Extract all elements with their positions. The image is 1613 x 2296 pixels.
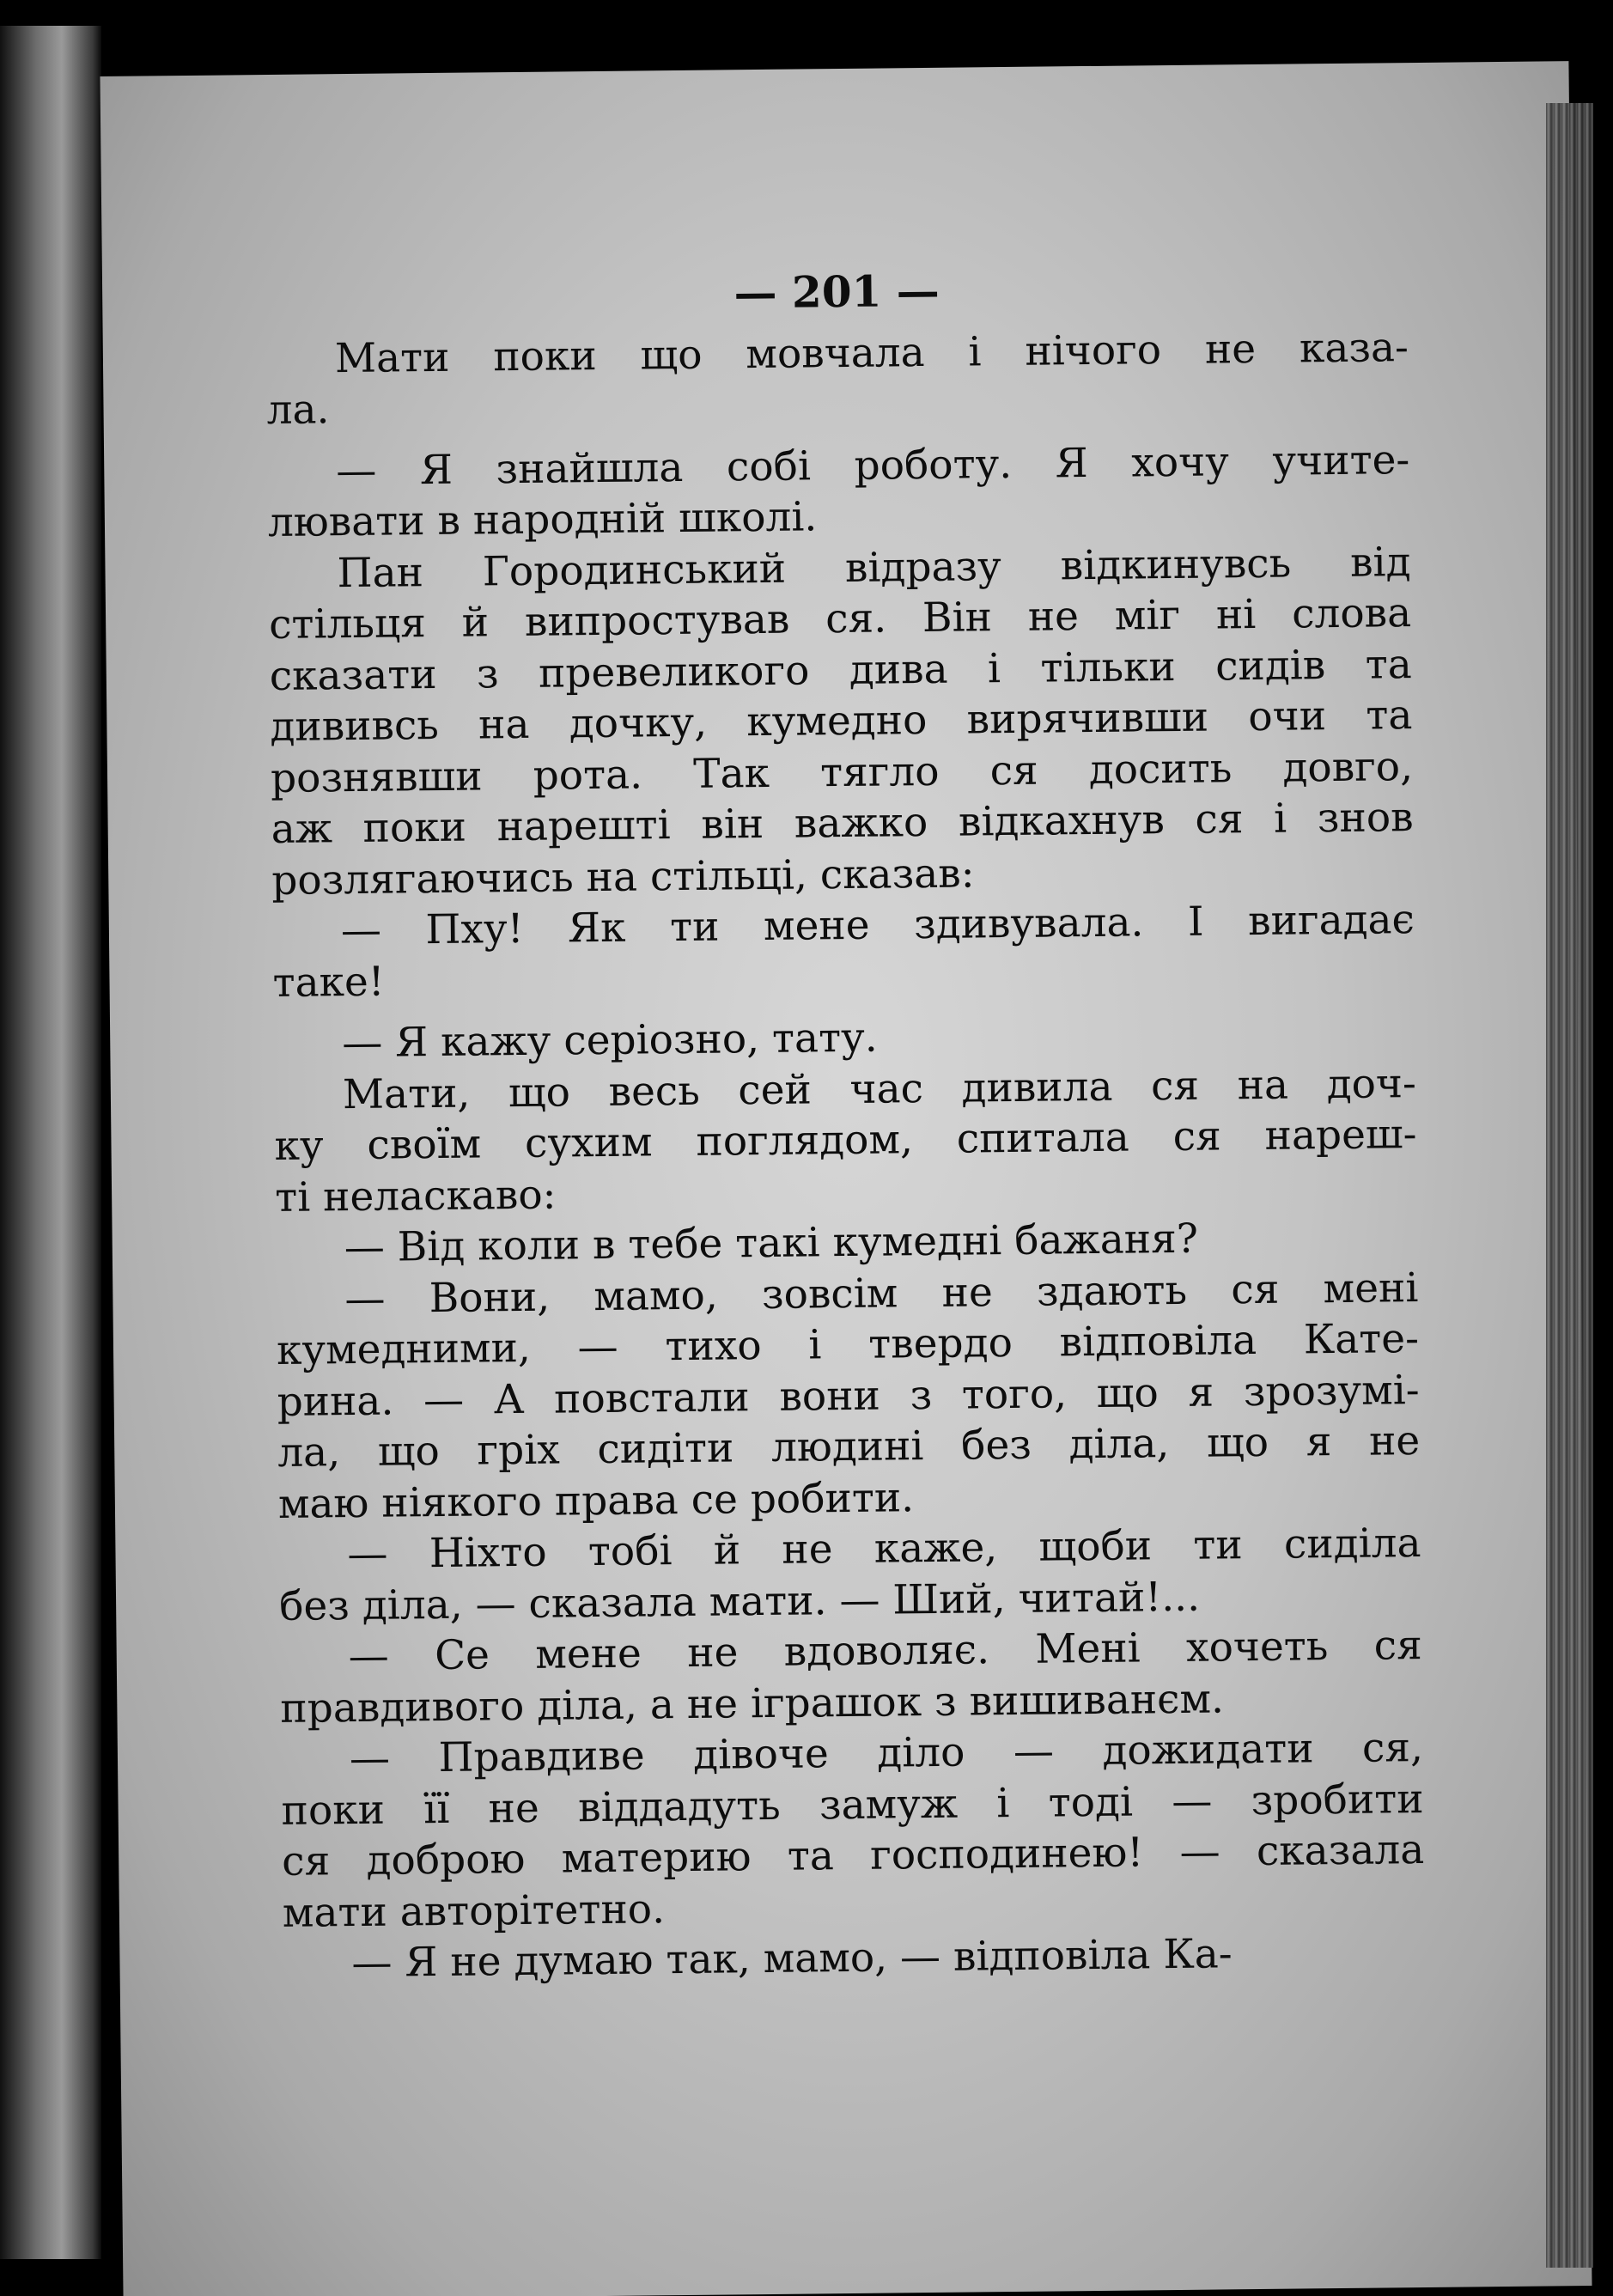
text-line: маю ніякого права се робити. [277,1473,915,1528]
text-line: Мати, що весь сей час дивила ся на доч- [342,1059,1417,1118]
text-line: — Пху! Як ти мене здивувала. І вигадає [340,896,1415,955]
text-line: ла. [266,386,330,435]
text-line: — Я знайшла собі роботу. Я хочу учите- [336,435,1410,495]
text-lines [266,322,1426,1990]
text-line: правдивого діла, а не іграшок з вишиванєм. [280,1674,1225,1733]
text-line: поки її не віддадуть замуж і тоді — зробити [281,1775,1424,1835]
previous-page-edge [0,26,103,2259]
text-line: — Я кажу серіозно, тату. [342,1014,878,1068]
page-stack-edge [1546,103,1593,2268]
text-line: — Ніхто тобі й не каже, щоби ти сиділа [347,1520,1421,1579]
text-line: сказати з превеликого дива і тільки сидів та [269,640,1413,700]
text-line: без діла, — сказала мати. — Ший, читай!... [278,1573,1201,1630]
book-page [100,61,1592,2296]
text-line: — Вони, мамо, зовсім не здають ся мені [344,1264,1419,1323]
text-line: — Правдиве дівоче діло — дожидати ся, [349,1724,1424,1783]
text-line: — Се мене не вдоволяє. Мені хочеть ся [348,1622,1422,1681]
text-line: дививсь на дочку, кумедно вирячивши очи та [270,691,1413,751]
text-line: стільця й випростував ся. Він не міг ні слова [268,589,1412,649]
text-line: рина. — А повстали вони з того, що я зрозумі- [277,1366,1420,1426]
text-line: кумедними, — тихо і твердо відповіла Кате- [276,1315,1420,1374]
text-line: ся доброю материю та господинею! — сказала [281,1825,1425,1885]
text-line: — Від коли в тебе такі кумедні бажаня? [344,1215,1199,1272]
text-line: ла, що гріх сидіти людині без діла, що я не [277,1417,1421,1477]
text-line: мати авторітетно. [282,1885,666,1937]
text-line: ті неласкаво: [274,1171,557,1221]
text-line: ку своїм сухим поглядом, спитала ся нареш- [274,1111,1417,1170]
text-line: Мати поки що мовчала і нічого не каза- [334,323,1409,382]
text-line: Пан Городинський відразу відкинувсь від [337,538,1411,597]
text-line: — Я не думаю так, мамо, — відповіла Ка- [351,1930,1233,1988]
page-text [265,260,1426,1989]
text-line: рознявши рота. Так тягло ся досить довго, [270,742,1414,802]
text-line: таке! [272,958,385,1007]
text-line: розлягаючись на стільці, сказав: [271,849,975,904]
text-line: аж поки нарешті він важко відкахнув ся і знов [271,794,1414,853]
page-number: — 201 — [733,265,940,319]
text-line: лювати в народній школі. [267,493,818,547]
